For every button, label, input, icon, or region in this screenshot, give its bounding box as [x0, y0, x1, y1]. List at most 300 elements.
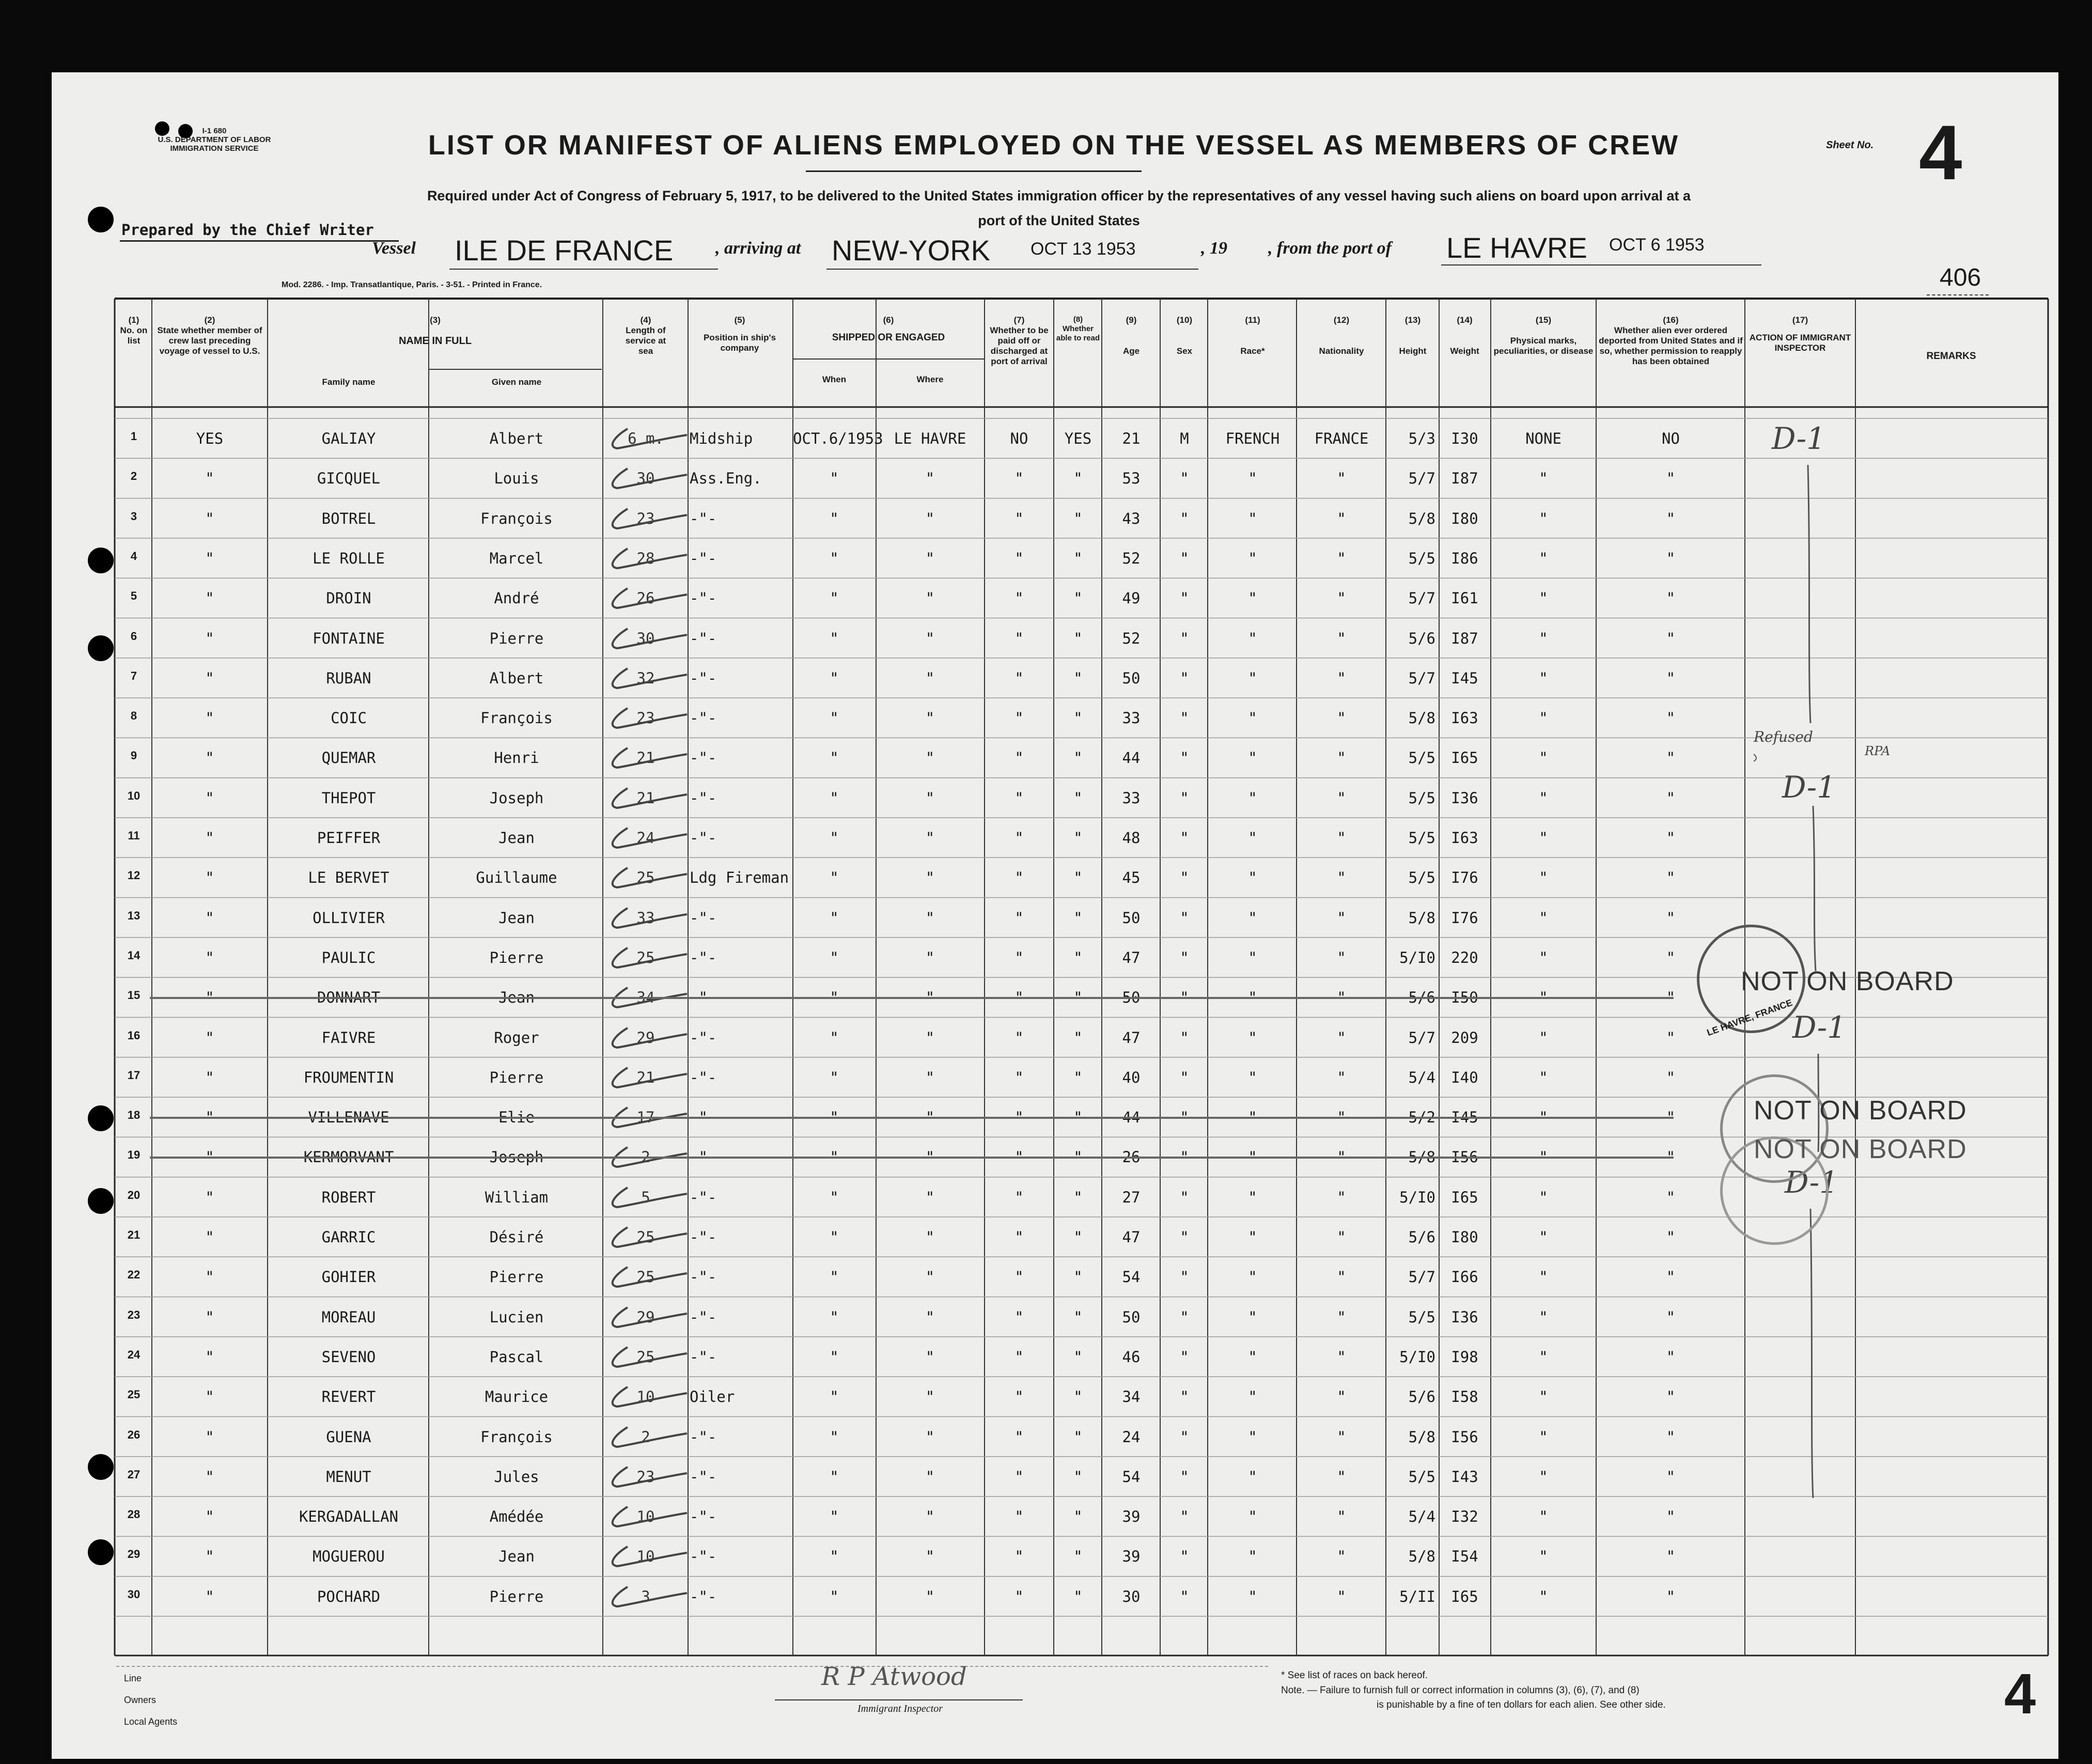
requirement-line: Required under Act of Congress of February 5, 1917, to be delivered to the United States immigration officer by the representatives of any vessel having such aliens on board upon arrival at a: [427, 188, 1691, 204]
cell-read: ": [1073, 1109, 1083, 1127]
cell-when: ": [830, 1109, 839, 1127]
cell-age: 50: [1122, 989, 1141, 1007]
col-num: (8): [1073, 315, 1083, 324]
col-num: (4): [640, 315, 651, 325]
col-label: State whether member of crew last preceding voyage of vessel to U.S.: [157, 325, 262, 356]
cell-family: OLLIVIER: [313, 909, 385, 927]
cell-family: MENUT: [326, 1468, 371, 1486]
cell-position: -"-: [690, 1428, 717, 1446]
cell-height: 5/I0: [1399, 1188, 1435, 1206]
footer-rule: [116, 1666, 1268, 1667]
cell-height: 5/8: [1408, 509, 1435, 527]
cell-paid: ": [1014, 1508, 1024, 1526]
cell-marks: ": [1539, 1109, 1548, 1127]
cell-where: ": [925, 1348, 935, 1366]
cell-position: -"-: [690, 1028, 717, 1047]
cell-deported: ": [1666, 669, 1676, 687]
cell-family: GARRIC: [321, 1228, 376, 1246]
cell-family: RUBAN: [326, 669, 371, 687]
cell-weight: I32: [1451, 1508, 1478, 1526]
cell-n: 19: [127, 1148, 140, 1162]
cell-height: 5/5: [1408, 549, 1435, 567]
cell-n: 15: [127, 989, 140, 1002]
cell-read: ": [1073, 509, 1083, 527]
cell-n: 9: [130, 749, 137, 762]
cell-position: -"-: [690, 989, 717, 1007]
cell-deported: ": [1666, 1468, 1676, 1486]
cell-marks: ": [1539, 1188, 1548, 1206]
cell-height: 5/5: [1408, 1468, 1435, 1486]
cell-n: 21: [127, 1228, 140, 1241]
cell-height: 5/I0: [1399, 948, 1435, 966]
cell-race: ": [1248, 509, 1257, 527]
cell-marks: ": [1539, 470, 1548, 488]
cell-read: ": [1073, 470, 1083, 488]
cell-prev: ": [205, 509, 214, 527]
cell-given: André: [494, 589, 539, 607]
cell-given: Joseph: [489, 789, 544, 807]
cell-n: 10: [127, 789, 140, 802]
cell-race: ": [1248, 629, 1257, 647]
cell-weight: I80: [1451, 1228, 1478, 1246]
cell-nat: ": [1337, 1428, 1346, 1446]
cell-paid: ": [1014, 669, 1024, 687]
cell-height: 5/7: [1408, 669, 1435, 687]
cell-marks: ": [1539, 709, 1548, 727]
cell-sex: ": [1180, 1228, 1189, 1246]
cell-marks: ": [1539, 549, 1548, 567]
cell-weight: I65: [1451, 749, 1478, 767]
cell-when: ": [830, 1148, 839, 1166]
cell-deported: ": [1666, 1268, 1676, 1286]
agency-line: U.S. DEPARTMENT OF LABOR: [158, 135, 271, 144]
cell-when: ": [830, 629, 839, 647]
cell-race: ": [1248, 1228, 1257, 1246]
cell-position: -"-: [690, 709, 717, 727]
sheet-number-bottom: 4: [2004, 1662, 2036, 1726]
cell-age: 44: [1122, 749, 1141, 767]
cell-when: ": [830, 470, 839, 488]
cell-family: GICQUEL: [317, 470, 381, 488]
cell-family: LE BERVET: [308, 869, 389, 887]
cell-read: ": [1073, 1308, 1083, 1326]
cell-service: 25: [636, 1348, 655, 1366]
cell-when: ": [830, 1028, 839, 1047]
cell-given: Jean: [498, 909, 535, 927]
cell-deported: ": [1666, 1028, 1676, 1047]
cell-sex: ": [1180, 1587, 1189, 1605]
cell-read: ": [1073, 669, 1083, 687]
cell-service: 25: [636, 948, 655, 966]
cell-paid: ": [1014, 1428, 1024, 1446]
cell-service: 21: [636, 1068, 655, 1086]
cell-n: 30: [127, 1587, 140, 1601]
cell-position: -"-: [690, 549, 717, 567]
cell-family: LE ROLLE: [313, 549, 385, 567]
cell-sex: ": [1180, 589, 1189, 607]
inspector-label: Immigrant Inspector: [857, 1703, 943, 1714]
cell-read: ": [1073, 1388, 1083, 1406]
cell-age: 34: [1122, 1388, 1141, 1406]
cell-marks: ": [1539, 629, 1548, 647]
cell-family: MOGUEROU: [313, 1548, 385, 1566]
cell-sex: ": [1180, 948, 1189, 966]
cell-paid: ": [1014, 1587, 1024, 1605]
cell-weight: I56: [1451, 1428, 1478, 1446]
cell-age: 40: [1122, 1068, 1141, 1086]
cell-prev: ": [205, 1308, 214, 1326]
cell-weight: I36: [1451, 1308, 1478, 1326]
cell-prev: ": [205, 829, 214, 847]
cell-service: 26: [636, 589, 655, 607]
cell-family: THEPOT: [321, 789, 376, 807]
not-on-board-stamp: NOT ON BOARD: [1754, 1096, 1967, 1126]
cell-height: 5/5: [1408, 789, 1435, 807]
cell-n: 27: [127, 1468, 140, 1481]
cell-where: ": [925, 948, 935, 966]
cell-service: 21: [636, 749, 655, 767]
cell-service: 6 m.: [628, 430, 664, 447]
cell-position: -"-: [690, 1148, 717, 1166]
cell-read: ": [1073, 1468, 1083, 1486]
cell-sex: ": [1180, 829, 1189, 847]
cell-weight: 220: [1451, 948, 1478, 966]
cell-service: 10: [636, 1388, 655, 1406]
cell-deported: ": [1666, 470, 1676, 488]
cell-read: ": [1073, 1068, 1083, 1086]
cell-given: Pierre: [489, 629, 544, 647]
cell-age: 30: [1122, 1587, 1141, 1605]
cell-prev: YES: [196, 430, 224, 447]
cell-read: ": [1073, 1548, 1083, 1566]
cell-sex: ": [1180, 1068, 1189, 1086]
cell-read: ": [1073, 1508, 1083, 1526]
col-num: (14): [1457, 315, 1473, 325]
cell-read: ": [1073, 1228, 1083, 1246]
cell-nat: ": [1337, 1308, 1346, 1326]
given-name-header: Given name: [491, 377, 542, 387]
cell-prev: ": [205, 1268, 214, 1286]
cell-where: ": [925, 1109, 935, 1127]
cell-sex: ": [1180, 1308, 1189, 1326]
cell-weight: 209: [1451, 1028, 1478, 1047]
cell-deported: ": [1666, 1308, 1676, 1326]
cell-race: ": [1248, 589, 1257, 607]
col-num: (3): [430, 315, 441, 325]
cell-n: 22: [127, 1268, 140, 1282]
cell-height: 5/5: [1408, 869, 1435, 887]
cell-when: ": [830, 1587, 839, 1605]
cell-deported: ": [1666, 709, 1676, 727]
cell-height: 5/8: [1408, 1548, 1435, 1566]
cell-where: ": [925, 789, 935, 807]
cell-position: Oiler: [690, 1388, 735, 1406]
cell-sex: ": [1180, 1188, 1189, 1206]
cell-paid: ": [1014, 1068, 1024, 1086]
cell-sex: ": [1180, 470, 1189, 488]
cell-when: ": [830, 1268, 839, 1286]
cell-marks: ": [1539, 669, 1548, 687]
vessel-name: ILE DE FRANCE: [455, 234, 674, 267]
cell-deported: ": [1666, 509, 1676, 527]
cell-marks: ": [1539, 1388, 1548, 1406]
cell-prev: ": [205, 909, 214, 927]
col-label: Nationality: [1319, 346, 1364, 356]
col-num: (16): [1663, 315, 1679, 325]
cell-position: -"-: [690, 1308, 717, 1326]
cell-age: 43: [1122, 509, 1141, 527]
cell-paid: ": [1014, 829, 1024, 847]
cell-race: ": [1248, 709, 1257, 727]
cell-prev: ": [205, 948, 214, 966]
cell-family: REVERT: [321, 1388, 376, 1406]
cell-n: 8: [130, 709, 137, 723]
cell-paid: ": [1014, 1468, 1024, 1486]
cell-nat: ": [1337, 829, 1346, 847]
col-num: (6): [883, 315, 894, 325]
cell-read: ": [1073, 829, 1083, 847]
cell-deported: ": [1666, 589, 1676, 607]
cell-given: Jean: [498, 829, 535, 847]
cell-prev: ": [205, 1028, 214, 1047]
cell-service: 25: [636, 1268, 655, 1286]
cell-nat: ": [1337, 629, 1346, 647]
cell-paid: ": [1014, 948, 1024, 966]
col-num: (7): [1013, 315, 1025, 325]
cell-nat: ": [1337, 789, 1346, 807]
cell-age: 48: [1122, 829, 1141, 847]
cell-family: VILLENAVE: [308, 1109, 389, 1127]
cell-when: ": [830, 989, 839, 1007]
cell-read: ": [1073, 989, 1083, 1007]
cell-n: 11: [128, 829, 140, 842]
footer-labels: [124, 1667, 177, 1732]
cell-sex: ": [1180, 869, 1189, 887]
cell-service: 10: [636, 1508, 655, 1526]
cell-given: Pierre: [489, 1068, 544, 1086]
cell-where: ": [925, 989, 935, 1007]
cell-paid: ": [1014, 549, 1024, 567]
cell-family: ROBERT: [321, 1188, 376, 1206]
cell-weight: I87: [1451, 629, 1478, 647]
cell-marks: ": [1539, 1587, 1548, 1605]
cell-sex: ": [1180, 549, 1189, 567]
cell-nat: ": [1337, 1548, 1346, 1566]
cell-nat: ": [1337, 1148, 1346, 1166]
cell-where: LE HAVRE: [894, 430, 966, 447]
cell-service: 30: [636, 629, 655, 647]
seal-text: LE HAVRE, FRANCE: [1705, 997, 1794, 1038]
cell-deported: ": [1666, 829, 1676, 847]
sheet-number: 4: [1919, 109, 1962, 196]
cell-weight: I66: [1451, 1268, 1478, 1286]
cell-n: 23: [127, 1308, 140, 1321]
from-port: LE HAVRE: [1446, 231, 1587, 264]
cell-sex: ": [1180, 1468, 1189, 1486]
cell-where: ": [925, 1428, 935, 1446]
cell-read: ": [1073, 1268, 1083, 1286]
cell-given: Pierre: [489, 948, 544, 966]
col-num: (12): [1333, 315, 1350, 325]
col-num: (5): [734, 315, 745, 325]
cell-nat: ": [1337, 1228, 1346, 1246]
cell-family: GUENA: [326, 1428, 371, 1446]
cell-service: 23: [636, 709, 655, 727]
cell-prev: ": [205, 549, 214, 567]
cell-age: 39: [1122, 1508, 1141, 1526]
inspector-signature: R P Atwood: [821, 1662, 967, 1691]
cell-where: ": [925, 1148, 935, 1166]
col-num: (17): [1792, 315, 1808, 325]
cell-race: ": [1248, 989, 1257, 1007]
cell-read: ": [1073, 709, 1083, 727]
cell-n: 12: [127, 869, 140, 882]
col-num: (15): [1535, 315, 1552, 325]
cell-given: Henri: [494, 749, 539, 767]
cell-family: POCHARD: [317, 1587, 381, 1605]
form-number: I-1 680: [202, 127, 227, 135]
cell-where: ": [925, 1228, 935, 1246]
cell-read: ": [1073, 589, 1083, 607]
cell-sex: ": [1180, 909, 1189, 927]
cell-deported: ": [1666, 1587, 1676, 1605]
cell-given: Albert: [489, 669, 544, 687]
col-label: SHIPPED OR ENGAGED: [832, 332, 945, 343]
cell-family: DROIN: [326, 589, 371, 607]
cell-age: 50: [1122, 1308, 1141, 1326]
cell-prev: ": [205, 709, 214, 727]
cell-n: 7: [130, 669, 137, 682]
cell-where: ": [925, 1508, 935, 1526]
cell-nat: ": [1337, 1587, 1346, 1605]
col-label: Whether able to read: [1056, 324, 1100, 342]
cell-nat: ": [1337, 1109, 1346, 1127]
cell-nat: ": [1337, 509, 1346, 527]
cell-when: ": [830, 1428, 839, 1446]
cell-paid: ": [1014, 909, 1024, 927]
cell-n: 17: [127, 1068, 140, 1082]
cell-race: ": [1248, 1548, 1257, 1566]
cell-where: ": [925, 509, 935, 527]
cell-race: FRENCH: [1225, 430, 1280, 447]
cell-position: Ldg Fireman: [690, 869, 789, 887]
cell-service: 10: [636, 1548, 655, 1566]
cell-race: ": [1248, 1109, 1257, 1127]
cell-read: ": [1073, 909, 1083, 927]
cell-position: -"-: [690, 1348, 717, 1366]
cell-service: 3: [641, 1587, 650, 1605]
cell-nat: ": [1337, 1068, 1346, 1086]
cell-family: PAULIC: [321, 948, 376, 966]
cell-sex: ": [1180, 1548, 1189, 1566]
cell-nat: ": [1337, 1028, 1346, 1047]
cell-position: -"-: [690, 1228, 717, 1246]
cell-when: ": [830, 509, 839, 527]
cell-read: ": [1073, 629, 1083, 647]
cell-when: ": [830, 1508, 839, 1526]
cell-where: ": [925, 829, 935, 847]
cell-given: Albert: [489, 430, 544, 447]
cell-given: William: [485, 1188, 549, 1206]
cell-family: GALIAY: [321, 430, 376, 447]
races-note: * See list of races on back hereof.: [1281, 1670, 1428, 1681]
cell-position: -"-: [690, 1508, 717, 1526]
cell-position: -"-: [690, 1068, 717, 1086]
cell-sex: M: [1180, 430, 1189, 447]
cell-deported: ": [1666, 1508, 1676, 1526]
cell-race: ": [1248, 1068, 1257, 1086]
cell-where: ": [925, 1068, 935, 1086]
cell-position: -"-: [690, 669, 717, 687]
cell-weight: I86: [1451, 549, 1478, 567]
cell-service: 23: [636, 1468, 655, 1486]
cell-where: ": [925, 749, 935, 767]
cell-height: 5/3: [1408, 430, 1435, 447]
cell-when: ": [830, 948, 839, 966]
cell-race: ": [1248, 789, 1257, 807]
cell-given: Pierre: [489, 1587, 544, 1605]
cell-marks: ": [1539, 909, 1548, 927]
cell-sex: ": [1180, 709, 1189, 727]
cell-sex: ": [1180, 669, 1189, 687]
cell-sex: ": [1180, 1348, 1189, 1366]
cell-read: ": [1073, 1188, 1083, 1206]
col-label: Physical marks, peculiarities, or disease: [1493, 336, 1594, 356]
cell-deported: ": [1666, 1068, 1676, 1086]
cell-nat: ": [1337, 709, 1346, 727]
fine-note: [1281, 1685, 1640, 1696]
cell-race: ": [1248, 1188, 1257, 1206]
cell-prev: ": [205, 1587, 214, 1605]
cell-where: ": [925, 1587, 935, 1605]
cell-read: ": [1073, 1348, 1083, 1366]
cell-age: 47: [1122, 1228, 1141, 1246]
cell-weight: I45: [1451, 669, 1478, 687]
cell-weight: I36: [1451, 789, 1478, 807]
cell-age: 50: [1122, 909, 1141, 927]
cell-when: ": [830, 1548, 839, 1566]
col-label: ACTION OF IMMIGRANT INSPECTOR: [1749, 333, 1851, 353]
cell-deported: ": [1666, 1548, 1676, 1566]
cell-position: -"-: [690, 1268, 717, 1286]
cell-position: -"-: [690, 629, 717, 647]
cell-age: 54: [1122, 1268, 1141, 1286]
cell-when: ": [830, 909, 839, 927]
cell-paid: ": [1014, 470, 1024, 488]
cell-age: 21: [1122, 430, 1141, 447]
cell-marks: NONE: [1525, 430, 1562, 447]
cell-marks: ": [1539, 589, 1548, 607]
cell-age: 26: [1122, 1148, 1141, 1166]
cell-when: ": [830, 1228, 839, 1246]
cell-deported: ": [1666, 989, 1676, 1007]
cell-given: Guillaume: [476, 869, 557, 887]
cell-height: 5/6: [1408, 989, 1435, 1007]
col-num: (10): [1176, 315, 1193, 325]
cell-when: ": [830, 869, 839, 887]
cell-where: ": [925, 589, 935, 607]
cell-prev: ": [205, 789, 214, 807]
cell-where: ": [925, 1388, 935, 1406]
cell-marks: ": [1539, 1268, 1548, 1286]
cell-deported: ": [1666, 948, 1676, 966]
sheet-label: Sheet No.: [1826, 139, 1874, 151]
cell-where: ": [925, 709, 935, 727]
cell-when: OCT.6/1953: [793, 430, 883, 447]
cell-paid: ": [1014, 869, 1024, 887]
cell-where: ": [925, 669, 935, 687]
cell-n: 25: [127, 1388, 140, 1401]
